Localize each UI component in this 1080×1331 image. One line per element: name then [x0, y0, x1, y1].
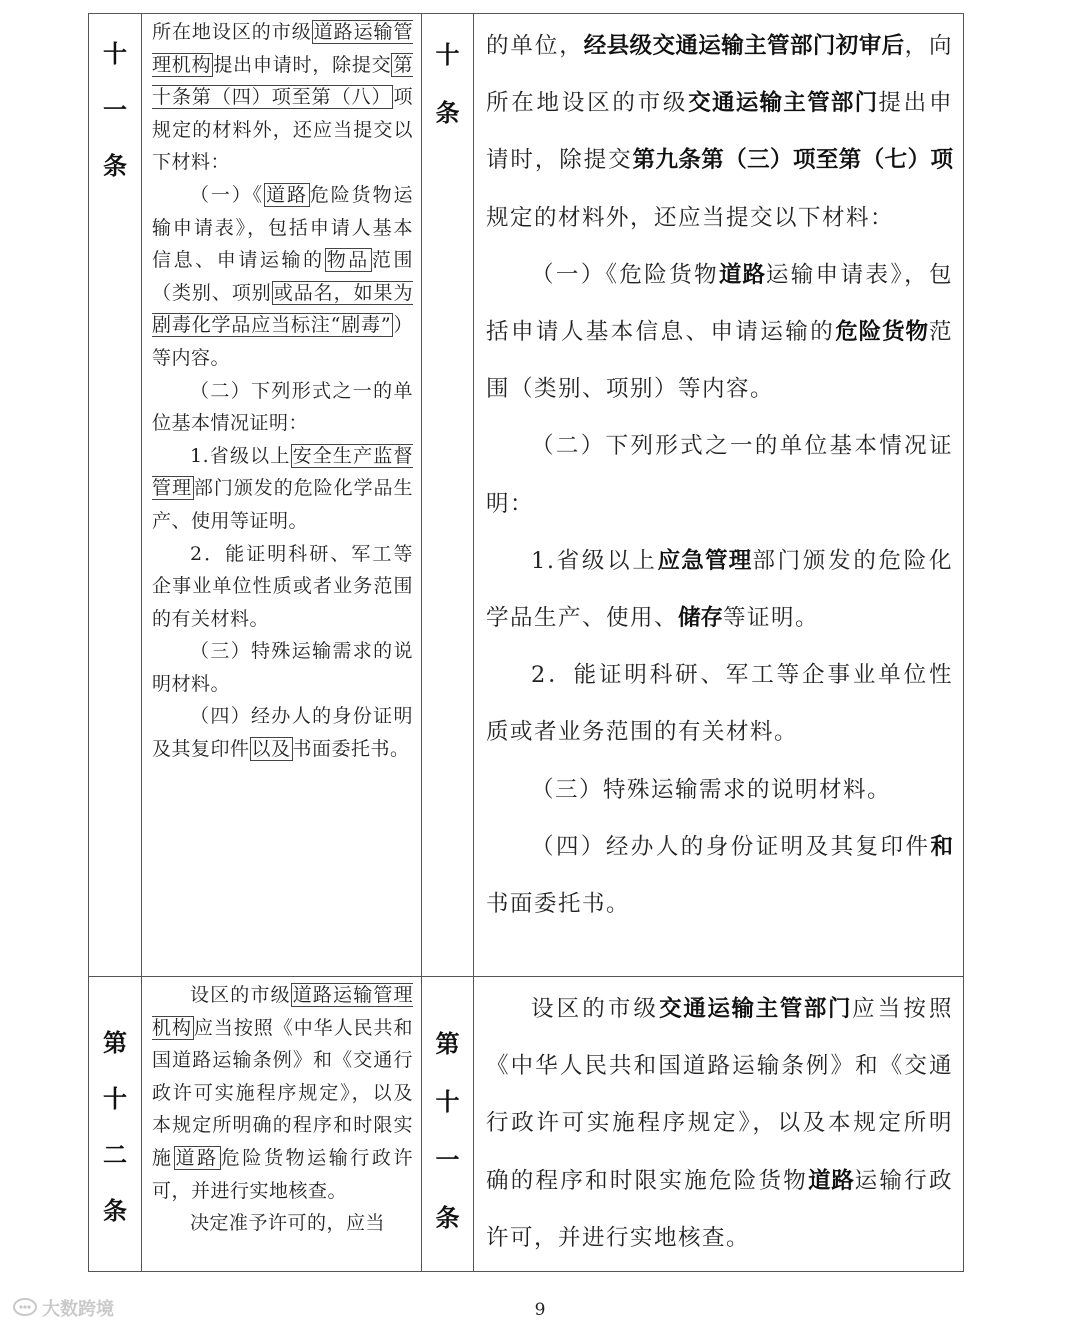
text-run: 危险货物运输行政许可，并进行实地核查。 — [152, 1146, 413, 1202]
old-text-cell — [142, 977, 422, 1272]
text-run: 范围（类别、项别 — [152, 249, 413, 304]
text-run: 项规定的材料外，还应当提交以下材料： — [152, 86, 413, 174]
paragraph — [152, 16, 413, 179]
text-run: （三）特殊运输需求的说明材料。 — [531, 776, 892, 803]
text-run: （一）《 — [190, 183, 265, 206]
paragraph — [486, 762, 953, 819]
old-article-text — [142, 977, 421, 1240]
bold-text: 道路 — [808, 1167, 855, 1194]
text-run: 设区的市级 — [190, 984, 291, 1006]
text-run: 部门颁发的危险化学品生产、使用等证明。 — [152, 477, 413, 532]
article-char: 条 — [435, 99, 460, 127]
text-run: 范围（类别、项别）等内容。 — [486, 319, 953, 403]
paragraph — [152, 179, 413, 375]
text-run: 提出申请时，除提交 — [213, 53, 392, 76]
paragraph — [152, 440, 413, 538]
paragraph — [152, 635, 413, 700]
text-run: 规定的材料外，还应当提交以下材料： — [486, 204, 895, 231]
text-run: 设区的市级 — [531, 996, 660, 1022]
old-article-label — [89, 14, 141, 194]
boxed-text: 物品 — [326, 249, 370, 272]
bold-text: 第九条第（三）项至第（七）项 — [632, 147, 953, 174]
text-run: 所在地设区的市级 — [152, 21, 312, 43]
new-article-text — [474, 14, 963, 933]
text-run: 书面委托书。 — [486, 891, 631, 918]
text-run: 应当按照《中华人民共和国道路运输条例》和《交通行政许可实施程序规定》，以及本规定所明确的程序和时限实施 — [152, 1016, 413, 1169]
boxed-text: 第十条第（四）项至第（八） — [152, 53, 413, 109]
bold-text: 和 — [930, 833, 953, 860]
article-char: 第 — [103, 1029, 127, 1057]
paragraph — [152, 700, 413, 765]
table-row — [89, 977, 964, 1272]
paragraph — [152, 375, 413, 440]
article-char: 一 — [435, 1146, 460, 1174]
table-row — [89, 14, 964, 977]
boxed-text: 安全生产监督管理 — [152, 444, 413, 500]
bold-text: 道路 — [719, 261, 766, 288]
paragraph — [152, 979, 413, 1207]
text-run: 决定准予许可的，应当 — [190, 1212, 386, 1235]
text-run: 部门颁发的危险化学品生产、使用、 — [486, 547, 953, 632]
text-run: 1.省级以上 — [531, 547, 658, 574]
paragraph — [486, 418, 953, 532]
text-run: 2．能证明科研、军工等企事业单位性质或者业务范围的有关材料。 — [152, 542, 413, 630]
text-run: 的单位， — [486, 33, 584, 59]
paragraph — [486, 18, 953, 247]
text-run: 2．能证明科研、军工等企事业单位性质或者业务范围的有关材料。 — [486, 662, 953, 746]
text-run: ，向所在地设区的市级 — [486, 33, 953, 117]
new-article-label — [422, 977, 473, 1247]
old-article-cell — [89, 14, 142, 977]
text-run: 提出申请时，除提交 — [486, 90, 953, 174]
new-article-label — [422, 14, 473, 142]
boxed-text: 或品名，如果为剧毒化学品应当标注“剧毒” — [152, 281, 413, 337]
boxed-text: 道路 — [175, 1146, 219, 1169]
bold-text: 经县级交通运输主管部门初审后 — [583, 33, 905, 59]
paragraph — [486, 533, 953, 647]
bold-text: 交通运输主管部门 — [659, 996, 853, 1022]
paragraph — [486, 819, 953, 933]
article-char: 十 — [435, 41, 460, 69]
page-number: 9 — [534, 1300, 546, 1320]
text-run: 危险货物运输申请表》，包括申请人基本信息、申请运输的 — [152, 183, 413, 272]
bold-text: 应急管理 — [657, 547, 753, 574]
article-char: 十 — [103, 40, 127, 68]
text-run: 书面委托书。 — [292, 738, 410, 761]
old-article-cell — [89, 977, 142, 1272]
text-run: （一）《危险货物 — [531, 261, 720, 288]
article-char: 二 — [103, 1141, 127, 1169]
new-article-cell — [422, 14, 474, 977]
boxed-text: 以及 — [251, 738, 291, 761]
comparison-table — [88, 13, 964, 1272]
boxed-text: 道路运输管理机构 — [152, 984, 413, 1039]
bold-text: 储存 — [678, 605, 724, 632]
new-article-cell — [422, 977, 474, 1272]
old-text-cell — [142, 14, 422, 977]
old-article-label — [89, 977, 141, 1239]
paragraph — [486, 981, 953, 1267]
text-run: （四）经办人的身份证明及其复印件 — [152, 705, 413, 761]
article-char: 条 — [103, 152, 127, 180]
text-run: ）等内容。 — [152, 314, 413, 369]
text-run: （四）经办人的身份证明及其复印件 — [531, 833, 931, 860]
text-run: （二）下列形式之一的单位基本情况证明： — [152, 379, 413, 435]
paragraph — [486, 247, 953, 419]
article-char: 条 — [103, 1197, 127, 1225]
new-text-cell — [474, 14, 964, 977]
article-char: 十 — [435, 1088, 460, 1116]
text-run: （二）下列形式之一的单位基本情况证明： — [486, 433, 953, 517]
new-text-cell — [474, 977, 964, 1272]
text-run: 运输申请表》，包括申请人基本信息、申请运输的 — [486, 261, 953, 346]
old-article-text — [142, 14, 421, 766]
article-char: 一 — [103, 96, 127, 124]
text-run: 运输行政许可，并进行实地核查。 — [486, 1167, 953, 1251]
new-article-text — [474, 977, 963, 1267]
text-run: 1.省级以上 — [190, 444, 291, 467]
bold-text: 交通运输主管部门 — [688, 90, 879, 117]
text-run: 等证明。 — [723, 605, 820, 632]
article-char: 十 — [103, 1085, 127, 1113]
paragraph — [152, 538, 413, 636]
paragraph — [486, 647, 953, 761]
watermark-text: 大数跨境 — [42, 1299, 114, 1320]
paragraph — [152, 1207, 413, 1240]
text-run: （三）特殊运输需求的说明材料。 — [152, 640, 413, 695]
article-char: 条 — [435, 1204, 460, 1232]
boxed-text: 道路运输管理机构 — [152, 21, 413, 76]
boxed-text: 道路 — [266, 183, 308, 206]
text-run: 应当按照《中华人民共和国道路运输条例》和《交通行政许可实施程序规定》，以及本规定所明确的程序和时限实施危险货物 — [486, 996, 953, 1194]
article-char: 第 — [435, 1030, 460, 1058]
bold-text: 危险货物 — [835, 319, 929, 346]
